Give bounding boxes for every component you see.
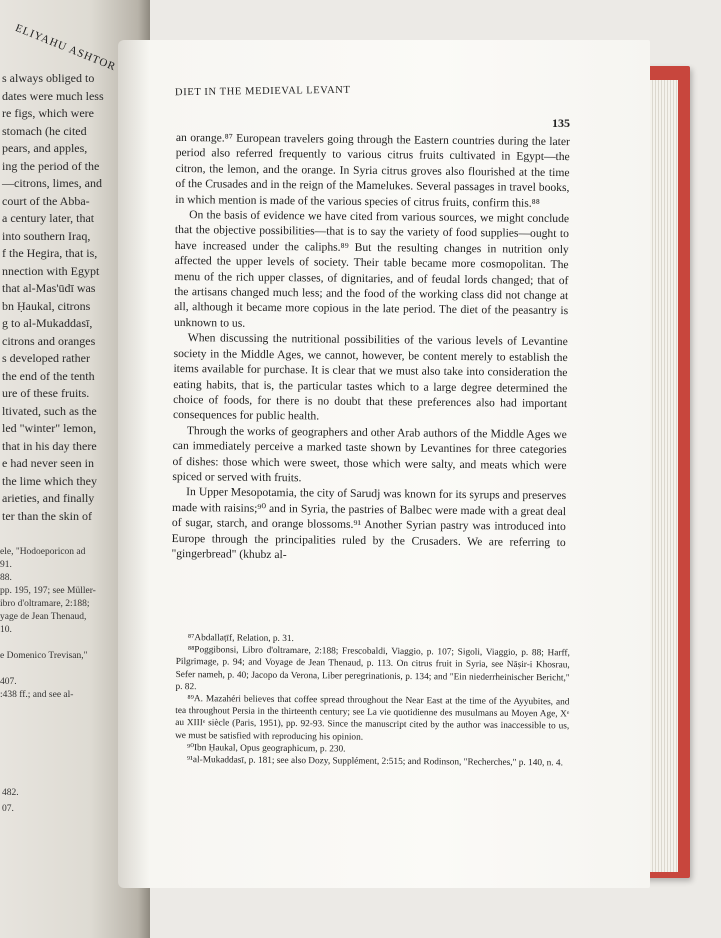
left-text-line: f the Hegira, that is, — [2, 246, 98, 260]
left-text-line: into southern Iraq, — [2, 228, 91, 243]
paragraph: When discussing the nutritional possibilities of the various levels of Levantine society in the Middle Ages, we cannot, however, be content merely to establish the items available for purchase. It is clear that we must also take into consideration the eating habits, that is, the particular tastes which to a large degree determined the choice of foods, for there is no doubt that these preferences also had important consequences for public health. — [172, 331, 568, 423]
left-note-line: 10. — [0, 625, 12, 635]
running-head: DIET IN THE MEDIEVAL LEVANT — [174, 84, 351, 99]
left-text-line: re figs, which were — [2, 106, 94, 120]
left-text-line: bn Ḥaukal, citrons — [2, 298, 91, 313]
left-text-line: pears, and apples, — [2, 141, 88, 155]
left-text-line: court of the Abba- — [2, 193, 90, 208]
footnote: ⁸⁷Abdallaṭīf, Relation, p. 31. — [187, 633, 294, 645]
left-text-line: stomach (he cited — [2, 123, 87, 138]
footnote: ⁹¹al-Mukaddasī, p. 181; see also Dozy, Supplément, 2:515; and Rodinson, "Recherches," p. 140, n. 4. — [186, 755, 563, 769]
left-text-line: citrons and oranges — [2, 333, 96, 348]
left-note-line: yage de Jean Thenaud, — [0, 612, 87, 622]
left-note-line: :438 ff.; and see al- — [0, 690, 74, 700]
left-text-line: nnection with Egypt — [2, 263, 100, 278]
left-text-line: the end of the tenth — [2, 368, 95, 383]
left-note-line: 88. — [0, 573, 12, 583]
left-bottom-number: 482. — [2, 788, 19, 798]
left-note-line: ele, "Hodoeporicon ad — [0, 547, 86, 557]
page-number: 135 — [552, 116, 570, 130]
paragraph: an orange.⁸⁷ European travelers going through the Eastern countries during the later period also referred frequently to various citrus fruits cultivated in Egypt—the citron, the lemon, and the orange. In Syria citrus groves also flourished at the time of the Crusades and in the reign of the Mamelukes. Several passages in travel books, in which mention is made of the various species of citrus fruits, confirm this.⁸⁸ — [175, 130, 570, 210]
left-text-line: —citrons, limes, and — [2, 176, 102, 190]
left-text-line: a century later, that — [2, 211, 95, 225]
left-text-line: dates were much less — [2, 88, 104, 103]
footnote: ⁸⁹A. Mazahéri believes that coffee spread throughout the Near East at the time of the Ayyubites, and tea throughout Persia in the thirteenth century; see La vie quotidienne des musulmans au Moyen Age, Xᵉ au XIIIᵉ siècle (Paris, 1951), pp. 92-93. Since the manuscript cited by the author was inaccessible to us, we must be satisfied with reproducing his opinion. — [175, 694, 570, 743]
left-text-line: that in his day there — [2, 438, 97, 453]
left-text-line: ure of these fruits. — [2, 386, 90, 400]
footnotes — [175, 632, 570, 770]
left-note-line: 407. — [0, 677, 17, 687]
footnote: ⁹⁰Ibn Ḥaukal, Opus geographicum, p. 230. — [186, 742, 346, 755]
left-text-line: arieties, and finally — [2, 491, 95, 505]
left-text-line: e had never seen in — [2, 456, 94, 470]
left-text-line: g to al-Mukaddasī, — [2, 316, 93, 330]
left-running-head: ELIYAHU ASHTOR — [13, 22, 118, 74]
left-note-line: ibro d'oltramare, 2:188; — [0, 599, 90, 609]
left-note-line: pp. 195, 197; see Müller- — [0, 586, 96, 596]
left-bottom-number: 07. — [2, 804, 14, 814]
paragraph: On the basis of evidence we have cited from various sources, we might conclude that the objective possibilities—that is to say the variety of food supplies—ought to have increased under the caliphs.⁸⁹ But the resulting changes in nutrition only affected the upper levels of society. Their table became more cosmopolitan. The menu of the rich upper classes, of dignitaries, and of feudal lords changed; that of the artisans changed much less; and the food of the working class did not change at all, although it became more copious in the late period. The diet of the peasantry is unknown to us. — [173, 208, 570, 330]
left-text-line: ltivated, such as the — [2, 403, 97, 418]
left-text-line: s always obliged to — [2, 71, 95, 85]
left-text-line: ing the period of the — [2, 158, 100, 173]
left-text-line: led "winter" lemon, — [2, 421, 97, 435]
left-note-line: e Domenico Trevisan," — [0, 651, 88, 661]
left-note-line: 91. — [0, 560, 12, 570]
body-text — [171, 130, 569, 565]
paragraph: Through the works of geographers and other Arab authors of the Middle Ages we can immediately perceive a marked taste shown by Levantines for three categories of dishes: those which were sweet, those which were salty, and meats which were spiced or served with fruits. — [172, 423, 567, 485]
left-text-line: that al-Mas'ūdī was — [2, 281, 96, 295]
left-text-line: s developed rather — [2, 351, 90, 365]
left-text-line: ter than the skin of — [2, 508, 92, 523]
footnote: ⁸⁸Poggibonsi, Libro d'oltramare, 2:188; Frescobaldi, Viaggio, p. 107; Sigoli, Viaggio, p. 88; Harff, Pilgrimage, p. 94; and Voyage de Jean Thenaud, p. 113. On citrus fruit in Syria, see Nāṣir-i Khosrau, Sefer nameh, p. 40; Jacopo da Verona, Liber peregrinationis, p. 134; and "Ein niederrheinischer Bericht," p. 82. — [175, 645, 570, 692]
paragraph: In Upper Mesopotamia, the city of Sarudj was known for its syrups and preserves made with raisins;⁹⁰ and in Syria, the pastries of Balbec were made with a great deal of sugar, starch, and orange blossoms.⁹¹ Another Syrian pastry was introduced into Europe through the principalities ruled by the Crusaders. We are referring to "gingerbread" (khubz al- — [171, 485, 567, 562]
left-text-line: the lime which they — [2, 473, 97, 488]
